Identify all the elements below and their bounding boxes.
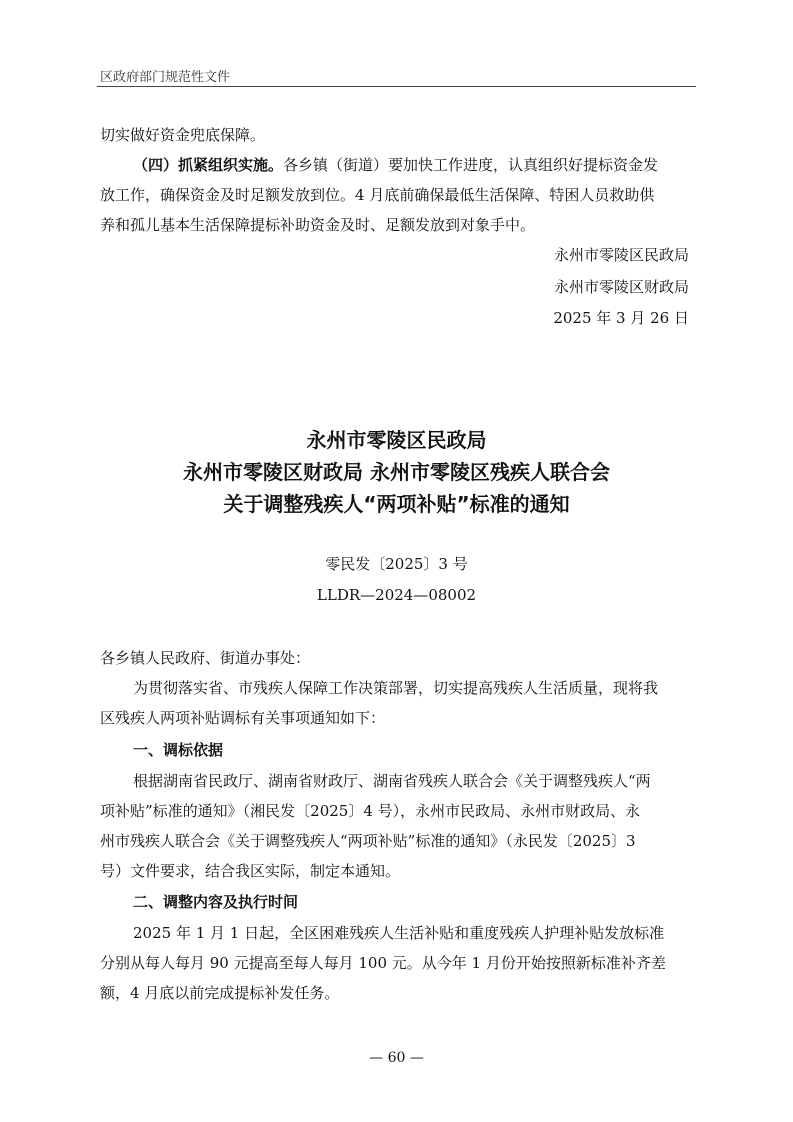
running-header: 区政府部门规范性文件 — [100, 70, 231, 85]
addressee: 各乡镇人民政府、街道办事处： — [100, 649, 311, 667]
registration-number: LLDR—2024—08002 — [316, 586, 477, 604]
paragraph-line: 放工作，确保资金及时足额发放到位。4 月底前确保最低生活保障、特困人员救助供 — [100, 186, 655, 204]
paragraph-line: 切实做好资金兜底保障。 — [100, 126, 266, 144]
paragraph-line: 号）文件要求，结合我区实际，制定本通知。 — [100, 862, 401, 880]
paragraph-line: 项补贴”标准的通知》（湘民发〔2025〕4 号），永州市民政局、永州市财政局、永 — [100, 802, 641, 820]
paragraph-line: 2025 年 1 月 1 日起，全区困难残疾人生活补贴和重度残疾人护理补贴发放标准 — [133, 924, 665, 942]
paragraph-line — [133, 155, 658, 175]
notice-title-line: 永州市零陵区财政局 永州市零陵区残疾人联合会 — [183, 460, 610, 484]
notice-title-line: 永州市零陵区民政局 — [306, 428, 487, 452]
paragraph-line: 州市残疾人联合会《关于调整残疾人“两项补贴”标准的通知》（永民发〔2025〕3 — [100, 832, 636, 850]
subsection-heading: （四）抓紧组织实施。 — [133, 156, 284, 174]
section-heading: 二、调整内容及执行时间 — [133, 893, 299, 911]
paragraph-line: 额，4 月底以前完成提标补发任务。 — [100, 984, 340, 1002]
paragraph-line: 为贯彻落实省、市残疾人保障工作决策部署，切实提高残疾人生活质量，现将我 — [133, 679, 659, 697]
header-rule — [97, 86, 696, 87]
page-number: — 60 — — [369, 1050, 424, 1066]
signature-date: 2025 年 3 月 26 日 — [553, 309, 689, 327]
paragraph-line: 区残疾人两项补贴调标有关事项通知如下： — [100, 709, 386, 727]
notice-title-line: 关于调整残疾人“两项补贴”标准的通知 — [223, 492, 570, 516]
section-heading: 一、调标依据 — [133, 741, 224, 759]
signature-line: 永州市零陵区财政局 — [553, 278, 689, 296]
paragraph-line: 分别从每人每月 90 元提高至每人每月 100 元。从今年 1 月份开始按照新标准补齐差 — [100, 954, 666, 972]
paragraph-line: 根据湖南省民政厅、湖南省财政厅、湖南省残疾人联合会《关于调整残疾人“两 — [133, 772, 651, 790]
doc-number: 零民发〔2025〕3 号 — [325, 555, 468, 573]
paragraph-line: 养和孤儿基本生活保障提标补助资金及时、足额发放到对象手中。 — [100, 216, 536, 234]
signature-line: 永州市零陵区民政局 — [553, 246, 689, 264]
paragraph-text: 各乡镇（街道）要加快工作进度，认真组织好提标资金发 — [283, 156, 659, 174]
